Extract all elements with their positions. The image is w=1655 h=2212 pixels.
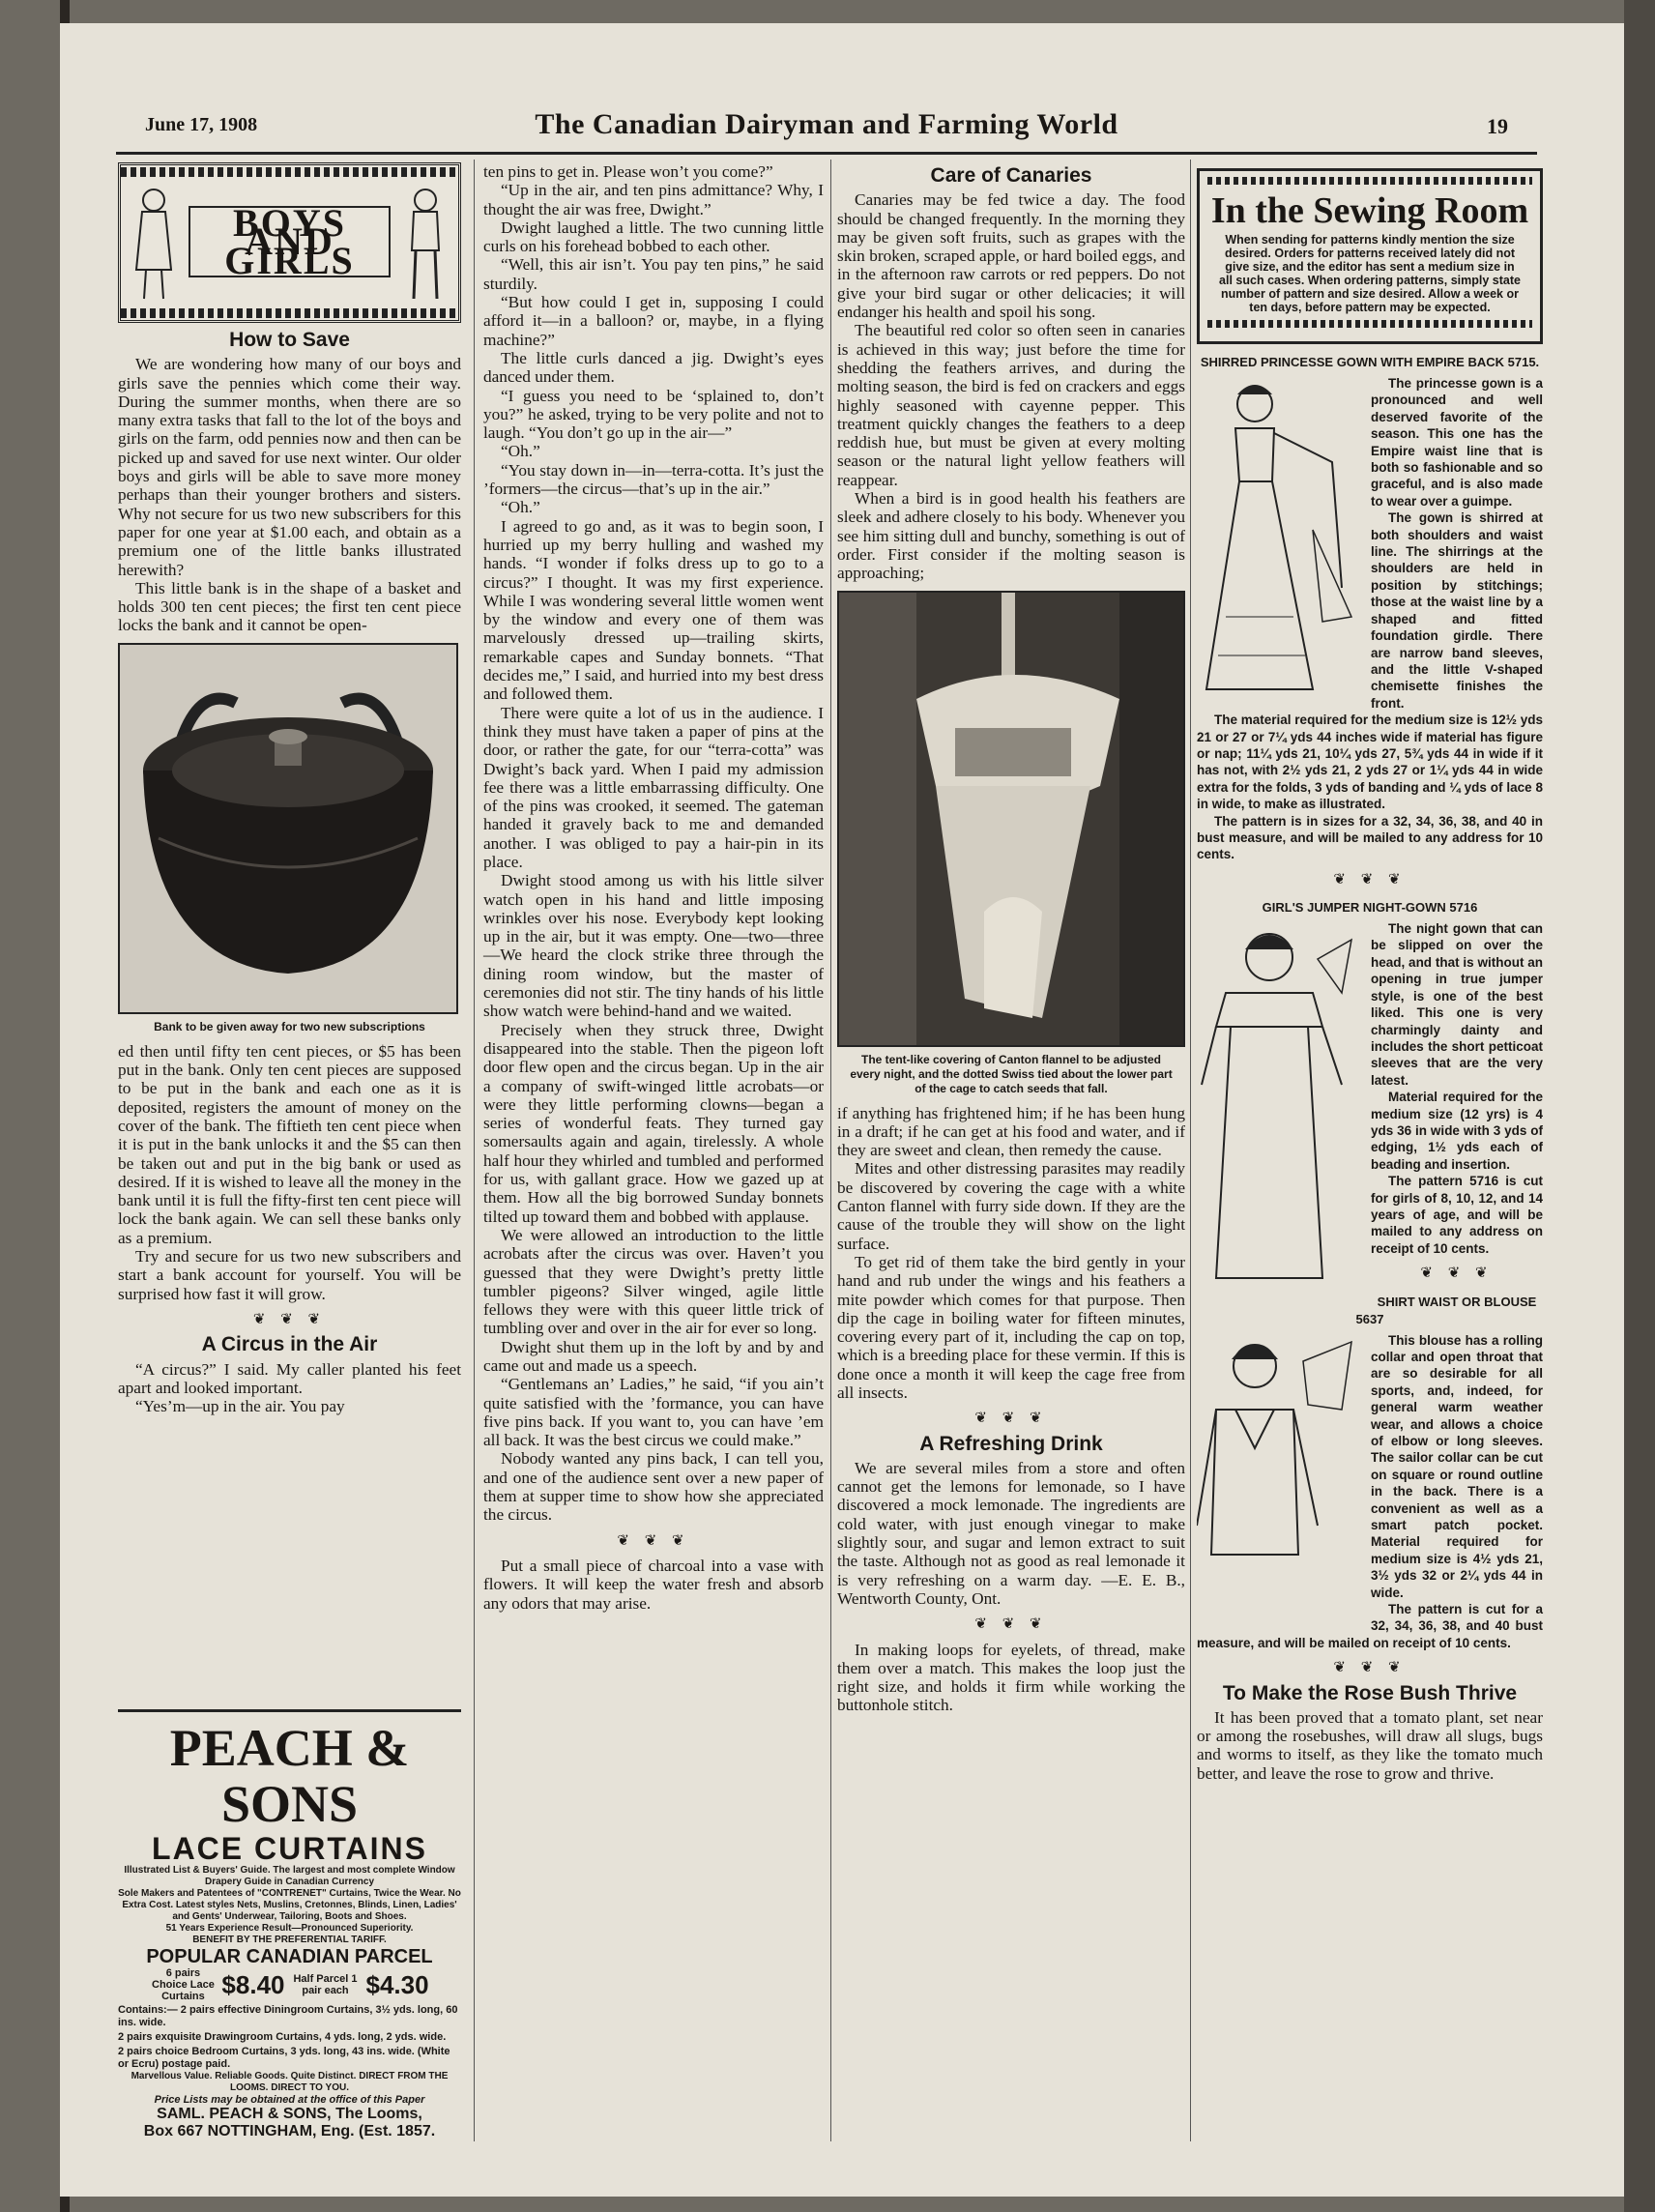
princesse-gown-illustration [1197, 375, 1361, 699]
paragraph: “Gentlemans an’ Ladies,” he said, “if you ain’t quite satisfied with the ’formance, you can have five pins back. If you want to, you can have ’em all back. It was the best circus we could make.” [483, 1375, 824, 1450]
column-divider [1190, 160, 1191, 2141]
ad-contents: 2 pairs exquisite Drawingroom Curtains, 4 yds. long, 2 yds. wide. [118, 2031, 447, 2043]
ad-pairs-right: Half Parcel 1 pair each [293, 1973, 358, 1996]
paragraph: Nobody wanted any pins back, I can tell you, and one of the audience sent over a new paper of them at supper time to show how she appreciated the circus. [483, 1449, 824, 1525]
paragraph: if anything has frightened him; if he has been hung in a draft; if he can get at his food and water, and if they are sweet and clean, then remedy the cause. [837, 1103, 1185, 1160]
paragraph: “Oh.” [501, 442, 540, 461]
paragraph: The pattern 5716 is cut for girls of 8, 10, 12, and 14 years of age, and will be mailed to any address on receipt of 10 cents. [1371, 1174, 1543, 1256]
cage-photo [837, 591, 1185, 1047]
issue-date: June 17, 1908 [145, 114, 258, 135]
paragraph: Put a small piece of charcoal into a vase with flowers. It will keep the water fresh and absorb any odors that may arise. [483, 1556, 824, 1613]
column-canaries [837, 162, 1185, 1715]
pattern-heading: GIRL'S JUMPER NIGHT-GOWN 5716 [1262, 900, 1478, 916]
section-ornament: ❦ ❦ ❦ [974, 1411, 1048, 1427]
circus-heading: A Circus in the Air [201, 1333, 378, 1356]
girl-figure-illustration [129, 183, 179, 304]
ad-company-name: PEACH & SONS [169, 1719, 410, 1833]
basket-bank-image [120, 645, 456, 1012]
boys-girls-banner [118, 162, 461, 323]
sewing-room-title: In the Sewing Room [1210, 190, 1529, 231]
paragraph: “A circus?” I said. My caller planted his feet apart and looked important. [118, 1359, 461, 1397]
paragraph: “But how could I get in, supposing I could afford it—in a balloon? or, maybe, in a flying machine?” [483, 293, 824, 349]
column-divider [474, 160, 475, 2141]
paragraph: Mites and other distressing parasites may readily be discovered by covering the cage with a white Canton flannel with furry side down. If they are the cause of the trouble they will show on the light surface. [837, 1159, 1185, 1253]
paragraph: “Up in the air, and ten pins admittance? Why, I thought the air was free, Dwight.” [483, 181, 824, 218]
paragraph: “I guess you need to be ‘splained to, don’t you?” he asked, trying to be very polite and not to laugh. “You don’t go up in the air—” [483, 386, 824, 443]
paragraph: Try and secure for us two new subscribers and start a bank account for yourself. You will be surprised how fast it will grow. [118, 1247, 461, 1303]
paragraph: This little bank is in the shape of a basket and holds 300 ten cent pieces; the first ten cent piece locks the bank and it cannot be open- [118, 578, 461, 635]
section-ornament: ❦ ❦ ❦ [1420, 1266, 1494, 1282]
paragraph: Precisely when they struck three, Dwight disappeared into the stable. Then the pigeon loft door flew open and the circus began. Up in the air a company of swift-winged little acrobats—or were they little performing clowns—began a series of wonderful feats. They turned gay somersaults again and again, tirelessly. A whole half hour they whirled and tumbled and performed for us, with gallant grace. How we gazed up at them. How all the big borrowed Sunday bonnets tilted up toward them and bobbed with applause. [483, 1020, 824, 1226]
gown-figure [1197, 375, 1361, 699]
blouse-figure [1197, 1332, 1361, 1617]
boys-girls-title: BOYS AND GIRLS [189, 206, 391, 277]
ad-price-left: $8.40 [221, 1970, 285, 1999]
paragraph: The pattern is in sizes for a 32, 34, 36, 38, and 40 in bust measure, and will be mailed to any address for 10 cents. [1197, 813, 1543, 862]
masthead [145, 108, 1508, 147]
column-sewing-room [1197, 162, 1543, 1783]
paragraph: “Well, this air isn’t. You pay ten pins,” he said sturdily. [483, 255, 824, 293]
paragraph: ten pins to get in. Please won’t you come?” [483, 162, 773, 181]
gown-pattern [1197, 375, 1543, 863]
paragraph: The pattern is cut for a 32, 34, 36, 38, and 40 bust measure, and will be mailed on receipt of 10 cents. [1197, 1602, 1543, 1650]
paragraph: I agreed to go and, as it was to begin soon, I hurried up my berry hulling and washed my hands. “I wonder if folks dress up to go to a circus?” I thought. It was my first experience. While I was wondering several little women went by the window and every one of them was marvelously dressed up—trailing skirts, remarkable capes and Sunday bonnets. “That decides me,” I said, and hurried into my best dress and followed them. [483, 516, 824, 704]
paragraph: “You stay down in—in—terra-cotta. It’s just the ’formers—the circus—that’s up in the air.” [483, 460, 824, 499]
paragraph: Material required for the medium size (12 yrs) is 4 yds 36 in wide with 3 yds of edging, 1½ yds each of beading and insertion. [1371, 1090, 1543, 1172]
banner-border-top [121, 167, 458, 177]
ad-text: 51 Years Experience Result—Pronounced Superiority. [165, 1923, 414, 1934]
blouse-pattern [1197, 1332, 1543, 1652]
sewing-border-bottom [1207, 320, 1532, 328]
paragraph: We are several miles from a store and often cannot get the lemons for lemonade, so I have discovered a mock lemonade. The ingredients are cold water, with just enough vinegar to make slightly sour, and sugar and lemon extract to suit the taste. Although not as good as real lemonade it is very refreshing on a warm day. —E. E. B., Wentworth County, Ont. [837, 1458, 1185, 1608]
column-divider [830, 160, 831, 2141]
section-ornament: ❦ ❦ ❦ [1333, 1660, 1407, 1676]
paragraph: This blouse has a rolling collar and open throat that are so desirable for all sports, and, indeed, for general warm weather wear, and allows a choice of elbow or long sleeves. The sailor collar can be cut on square or round outline in the back. There is a convenient as well as a smart patch pocket. Material required for medium size is 4½ yds 21, 3½ yds 32 or 2¼ yds 44 in wide. [1371, 1332, 1543, 1600]
paragraph: In making loops for eyelets, of thread, make them over a match. This makes the loop just the right size, and holds it firm while working the buttonhole stitch. [837, 1640, 1185, 1715]
paragraph: Dwight stood among us with his little silver watch open in his hand and little imposing wrinkles over his nose. Everybody kept looking up in the air, but it was empty. One—two—three—We heard the clock strike three through the dining room window, but the master of ceremonies did not stir. The tiny hands of his little show watch were behind-hand and we waited. [483, 871, 824, 1021]
pattern-heading: SHIRT WAIST OR BLOUSE 5637 [1355, 1294, 1537, 1326]
paragraph: The gown is shirred at both shoulders and waist line. The shirrings at the shoulders are held in position by stitchings; those at the waist line by a shaped and fitted foundation girdle. There are narrow band sleeves, and the little V-shaped chemisette finishes the front. [1371, 510, 1543, 711]
ad-text: Sole Makers and Patentees of "CONTRENET" Curtains, Twice the Wear. No Extra Cost. Latest styles Nets, Muslins, Cretonnes, Blinds, Linen, Ladies' and Gents' Underwear, Tailoring, Boots and Shoes. [118, 1888, 461, 1922]
pattern-heading: SHIRRED PRINCESSE GOWN WITH EMPIRE BACK 5715. [1200, 355, 1540, 369]
jumper-nightgown-illustration [1197, 920, 1361, 1293]
bank-caption: Bank to be given away for two new subscriptions [154, 1019, 425, 1033]
sewing-room-note: When sending for patterns kindly mention the size desired. Orders for patterns received lately did not give size, and the editor has sent a medium size in all such cases. When ordering patterns, simply state number of pattern and size desired. Allow a week or ten days, before pattern may be expected. [1219, 233, 1521, 314]
page-number: 19 [1487, 114, 1508, 138]
ad-contents: Contains:— 2 pairs effective Diningroom Curtains, 3½ yds. long, 60 ins. wide. [118, 2004, 458, 2028]
section-ornament: ❦ ❦ ❦ [974, 1616, 1048, 1633]
column-boys-girls [118, 162, 461, 1415]
ad-price-lists: Price Lists may be obtained at the office of this Paper [154, 2094, 425, 2106]
ad-address: Box 667 NOTTINGHAM, Eng. (Est. 1857. [143, 2123, 436, 2139]
section-ornament: ❦ ❦ ❦ [252, 1311, 327, 1327]
nightgown-figure [1197, 920, 1361, 1293]
paragraph: To get rid of them take the bird gently in your hand and rub under the wings and his feathers a mite powder which comes for that purpose. Then dip the cage in boiling water for fifteen minutes, covering every part of it, including the cap on top, which is a breeding place for these vermin. If this is done once a month it will keep the cage free from all insects. [837, 1252, 1185, 1402]
ad-text: Marvellous Value. Reliable Goods. Quite Distinct. DIRECT FROM THE LOOMS. DIRECT TO YOU. [131, 2071, 449, 2093]
masthead-rule [116, 152, 1537, 155]
ad-firm: SAML. PEACH & SONS, The Looms, [157, 2106, 422, 2122]
refreshing-drink-heading: A Refreshing Drink [919, 1432, 1103, 1455]
covered-cage-image [839, 593, 1183, 1045]
ad-price-row [118, 1967, 461, 2002]
how-to-save-heading: How to Save [229, 329, 350, 351]
ad-text: Illustrated List & Buyers' Guide. The largest and most complete Window Drapery Guide in Canadian Currency [124, 1865, 455, 1887]
paragraph: When a bird is in good health his feathers are sleek and adhere closely to his body. Whenever you see him sitting dull and bunchy, something is out of order. First consider if the molting season is approaching; [837, 489, 1185, 583]
boy-figure-illustration [400, 183, 450, 304]
paragraph: It has been proved that a tomato plant, set near or among the rosebushes, will draw all slugs, bugs and worms to itself, as they like the tomato much better, and leave the rose to grow and thrive. [1197, 1707, 1543, 1783]
paragraph: Dwight laughed a little. The two cunning little curls on his forehead bobbed to each other. [483, 218, 824, 256]
paragraph: “Oh.” [501, 498, 540, 517]
paragraph: There were quite a lot of us in the audience. I think they must have taken a paper of pins at the door, or rather the gate, for our “terra-cotta” was Dwight’s back yard. When I paid my admission fee there was a little embarrassing difficulty. One of the pins was crooked, it seemed. The gateman handed it gravely back to me and demanded another. I was obliged to pay a hair-pin in its place. [483, 703, 824, 871]
paragraph: ed then until fifty ten cent pieces, or $5 has been put in the bank. Only ten cent pieces are supposed to be put in the bank and each one as it is deposited, registers the amount of money on the cover of the bank. The fiftieth ten cent piece when it is put in the bank unlocks it and the $5 can then be taken out and put in the big bank or used as desired. If it is wished to leave all the money in the bank until it is full the fifty-first ten cent piece will lock the bank again. We can sell these banks only as a premium. [118, 1041, 461, 1247]
nightgown-pattern [1197, 920, 1543, 1257]
rose-bush-heading: To Make the Rose Bush Thrive [1222, 1681, 1518, 1704]
peach-sons-advertisement [118, 1709, 461, 2140]
shirt-waist-illustration [1197, 1332, 1361, 1617]
sewing-border-top [1207, 177, 1532, 185]
page-edge [1624, 0, 1655, 2212]
banner-border-bottom [121, 308, 458, 318]
paragraph: The princesse gown is a pronounced and well deserved favorite of the season. This one has the Empire waist line that is both so fashionable and so graceful, and is also made to wear over a guimpe. [1371, 376, 1543, 509]
ad-text: BENEFIT BY THE PREFERENTIAL TARIFF. [192, 1935, 387, 1945]
cage-caption: The tent-like covering of Canton flannel to be adjusted every night, and the dotted Swiss tied about the lower part of the cage to catch seeds that fall. [850, 1052, 1173, 1095]
paragraph: “Yes’m—up in the air. You pay [135, 1397, 345, 1416]
canaries-heading: Care of Canaries [930, 164, 1092, 187]
column-circus-story [483, 162, 824, 1613]
paragraph: The material required for the medium size is 12½ yds 21 or 27 or 7¼ yds 44 inches wide if material has figure or nap; 11¼ yds 21, 10¼ yds 27, 5¾ yds 44 in wide if it has not, with 2½ yds 21, 2 yds 27 or 1¼ yds 44 in wide extra for the folds, 3 yds of banding and ¼ yds of lace 8 in wide, to make as illustrated. [1197, 713, 1543, 812]
paragraph: The night gown that can be slipped on over the head, and that is without an opening in true jumper style, is one of the best liked. This one is very charmingly dainty and includes the short petticoat sleeves that are the very latest. [1371, 921, 1543, 1088]
ad-parcel-heading: POPULAR CANADIAN PARCEL [146, 1946, 433, 1967]
ad-contents: 2 pairs choice Bedroom Curtains, 3 yds. long, 43 ins. wide. (White or Ecru) postage paid. [118, 2046, 450, 2070]
paragraph: Dwight shut them up in the loft by and by and came out and made us a speech. [483, 1337, 824, 1375]
paragraph: We are wondering how many of our boys and girls save the pennies which come their way. During the summer months, when there are so many extra tasks that fall to the lot of the boys and girls on the farm, odd pennies now and then can be picked up and saved for use next winter. Our older boys and girls will be able to save more money perhaps than their younger brothers and sisters. Why not secure for us two new subscribers for this paper for one year at $1.00 each, and obtain as a premium one of the little banks illustrated herewith? [118, 355, 461, 579]
paragraph: Canaries may be fed twice a day. The food should be changed frequently. In the morning they may be given soft fruits, such as grapes with the skin broken, scraped apple, or hard boiled eggs, and in the afternoon raw carrots or red peppers. Do not give your bird sugar or other delicacies; it will endanger his health and spoil his song. [837, 190, 1185, 322]
paragraph: The beautiful red color so often seen in canaries is achieved in this way; just before the time for shedding the feathers arrives, and during the molting season, the bird is fed on crackers and eggs highly seasoned with cayenne pepper. This treatment quickly changes the feathers to a deep reddish hue, but must be given at every molting season or the natural light yellow feathers will reappear. [837, 321, 1185, 489]
bank-photo [118, 643, 458, 1014]
publication-title: The Canadian Dairyman and Farming World [535, 108, 1118, 140]
ad-pairs-left: 6 pairs Choice Lace Curtains [152, 1967, 215, 2002]
ad-price-right: $4.30 [365, 1970, 429, 1999]
section-ornament: ❦ ❦ ❦ [1333, 871, 1407, 888]
paragraph: We were allowed an introduction to the little acrobats after the circus was over. Haven’t you guessed that they were Dwight’s pretty little tumbler pigeons? Silver winged, agile little fellows they were with this queer little trick of tumbling over and over in the air for ever so long. [483, 1225, 824, 1338]
paragraph: The little curls danced a jig. Dwight’s eyes danced under them. [483, 348, 824, 387]
section-ornament: ❦ ❦ ❦ [617, 1532, 690, 1549]
ad-product: LACE CURTAINS [152, 1831, 427, 1866]
sewing-room-box [1197, 168, 1543, 344]
